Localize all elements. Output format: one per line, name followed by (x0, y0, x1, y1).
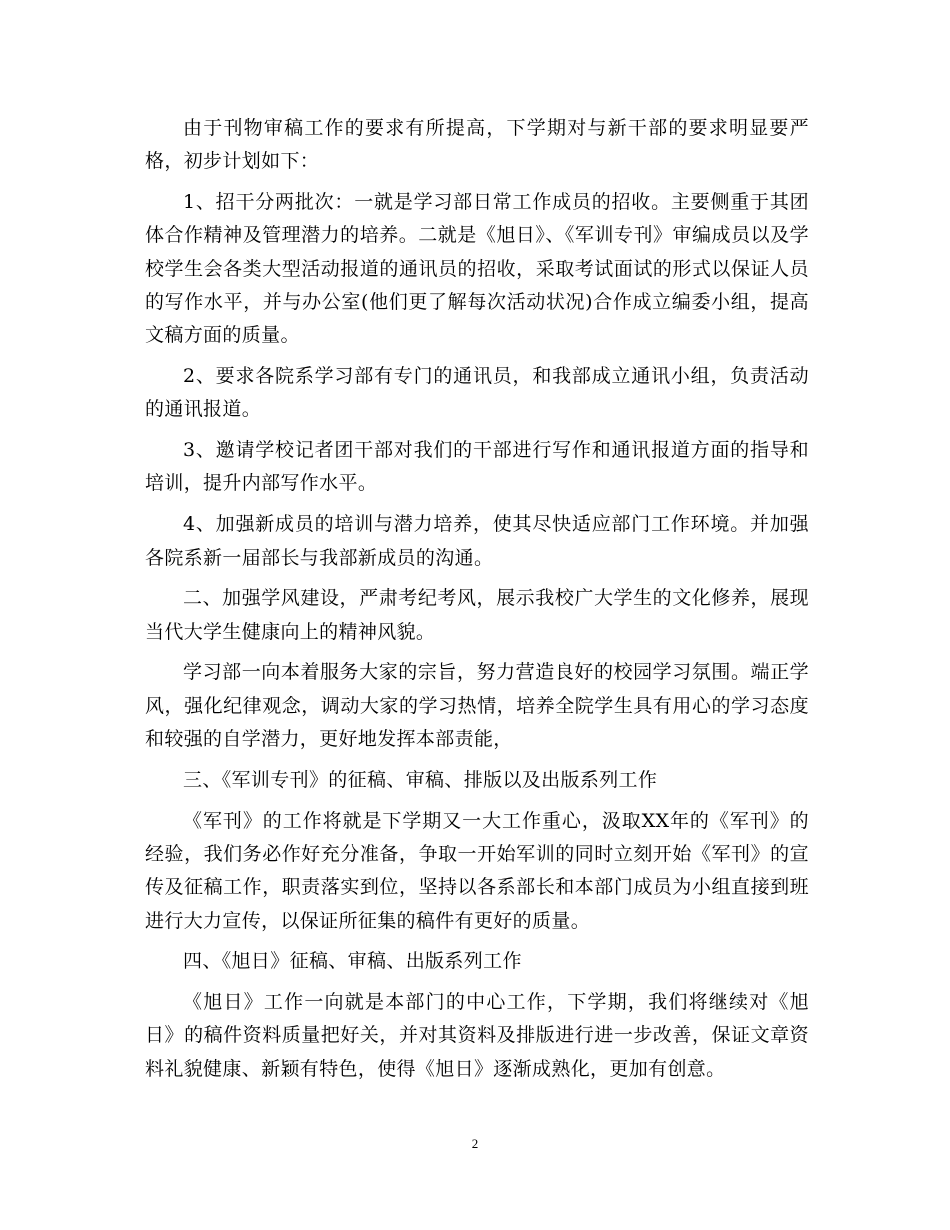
paragraph-military-journal: 《军刊》的工作将就是下学期又一大工作重心，汲取XX年的《军刊》的经验，我们务必作好充分准备，争取一开始军训的同时立刻开始《军刊》的宣传及征稿工作，职责落实到位，坚持以各系部长和本部门成员为小组直接到班进行大力宣传，以保证所征集的稿件有更好的质量。 (145, 809, 809, 932)
document-body (145, 112, 809, 1094)
paragraph-study-style: 学习部一向本着服务大家的宗旨，努力营造良好的校园学习氛围。端正学风，强化纪律观念，调动大家的学习热情，培养全院学生具有用心的学习态度和较强的自学潜力，更好地发挥本部责能， (145, 661, 809, 751)
paragraph-item-3: 3、邀请学校记者团干部对我们的干部进行写作和通讯报道方面的指导和培训，提升内部写作水平。 (145, 439, 809, 495)
section-heading-2: 二、加强学风建设，严肃考纪考风，展示我校广大学生的文化修养，展现当代大学生健康向上的精神风貌。 (145, 587, 809, 643)
paragraph-xuri: 《旭日》工作一向就是本部门的中心工作，下学期，我们将继续对《旭日》的稿件资料质量把好关，并对其资料及排版进行进一步改善，保证文章资料礼貌健康、新颖有特色，使得《旭日》逐渐成熟化，更加有创意。 (145, 991, 809, 1080)
section-heading-4: 四、《旭日》征稿、审稿、出版系列工作 (183, 950, 522, 973)
paragraph-intro: 由于刊物审稿工作的要求有所提高，下学期对与新干部的要求明显要严格，初步计划如下： (145, 117, 809, 173)
paragraph-item-1: 1、招干分两批次：一就是学习部日常工作成员的招收。主要侧重于其团体合作精神及管理潜力的培养。二就是《旭日》、《军训专刊》审编成员以及学校学生会各类大型活动报道的通讯员的招收，采取考试面试的形式以保证人员的写作水平，并与办公室(他们更了解每次活动状况)合作成立编委小组，提高文稿方面的质量。 (145, 191, 809, 347)
paragraph-item-2: 2、要求各院系学习部有专门的通讯员，和我部成立通讯小组，负责活动的通讯报道。 (145, 365, 809, 421)
paragraph-item-4: 4、加强新成员的培训与潜力培养，使其尽快适应部门工作环境。并加强各院系新一届部长与我部新成员的沟通。 (145, 513, 809, 569)
section-heading-3: 三、《军训专刊》的征稿、审稿、排版以及出版系列工作 (183, 768, 658, 791)
page-number: 2 (471, 1136, 479, 1151)
